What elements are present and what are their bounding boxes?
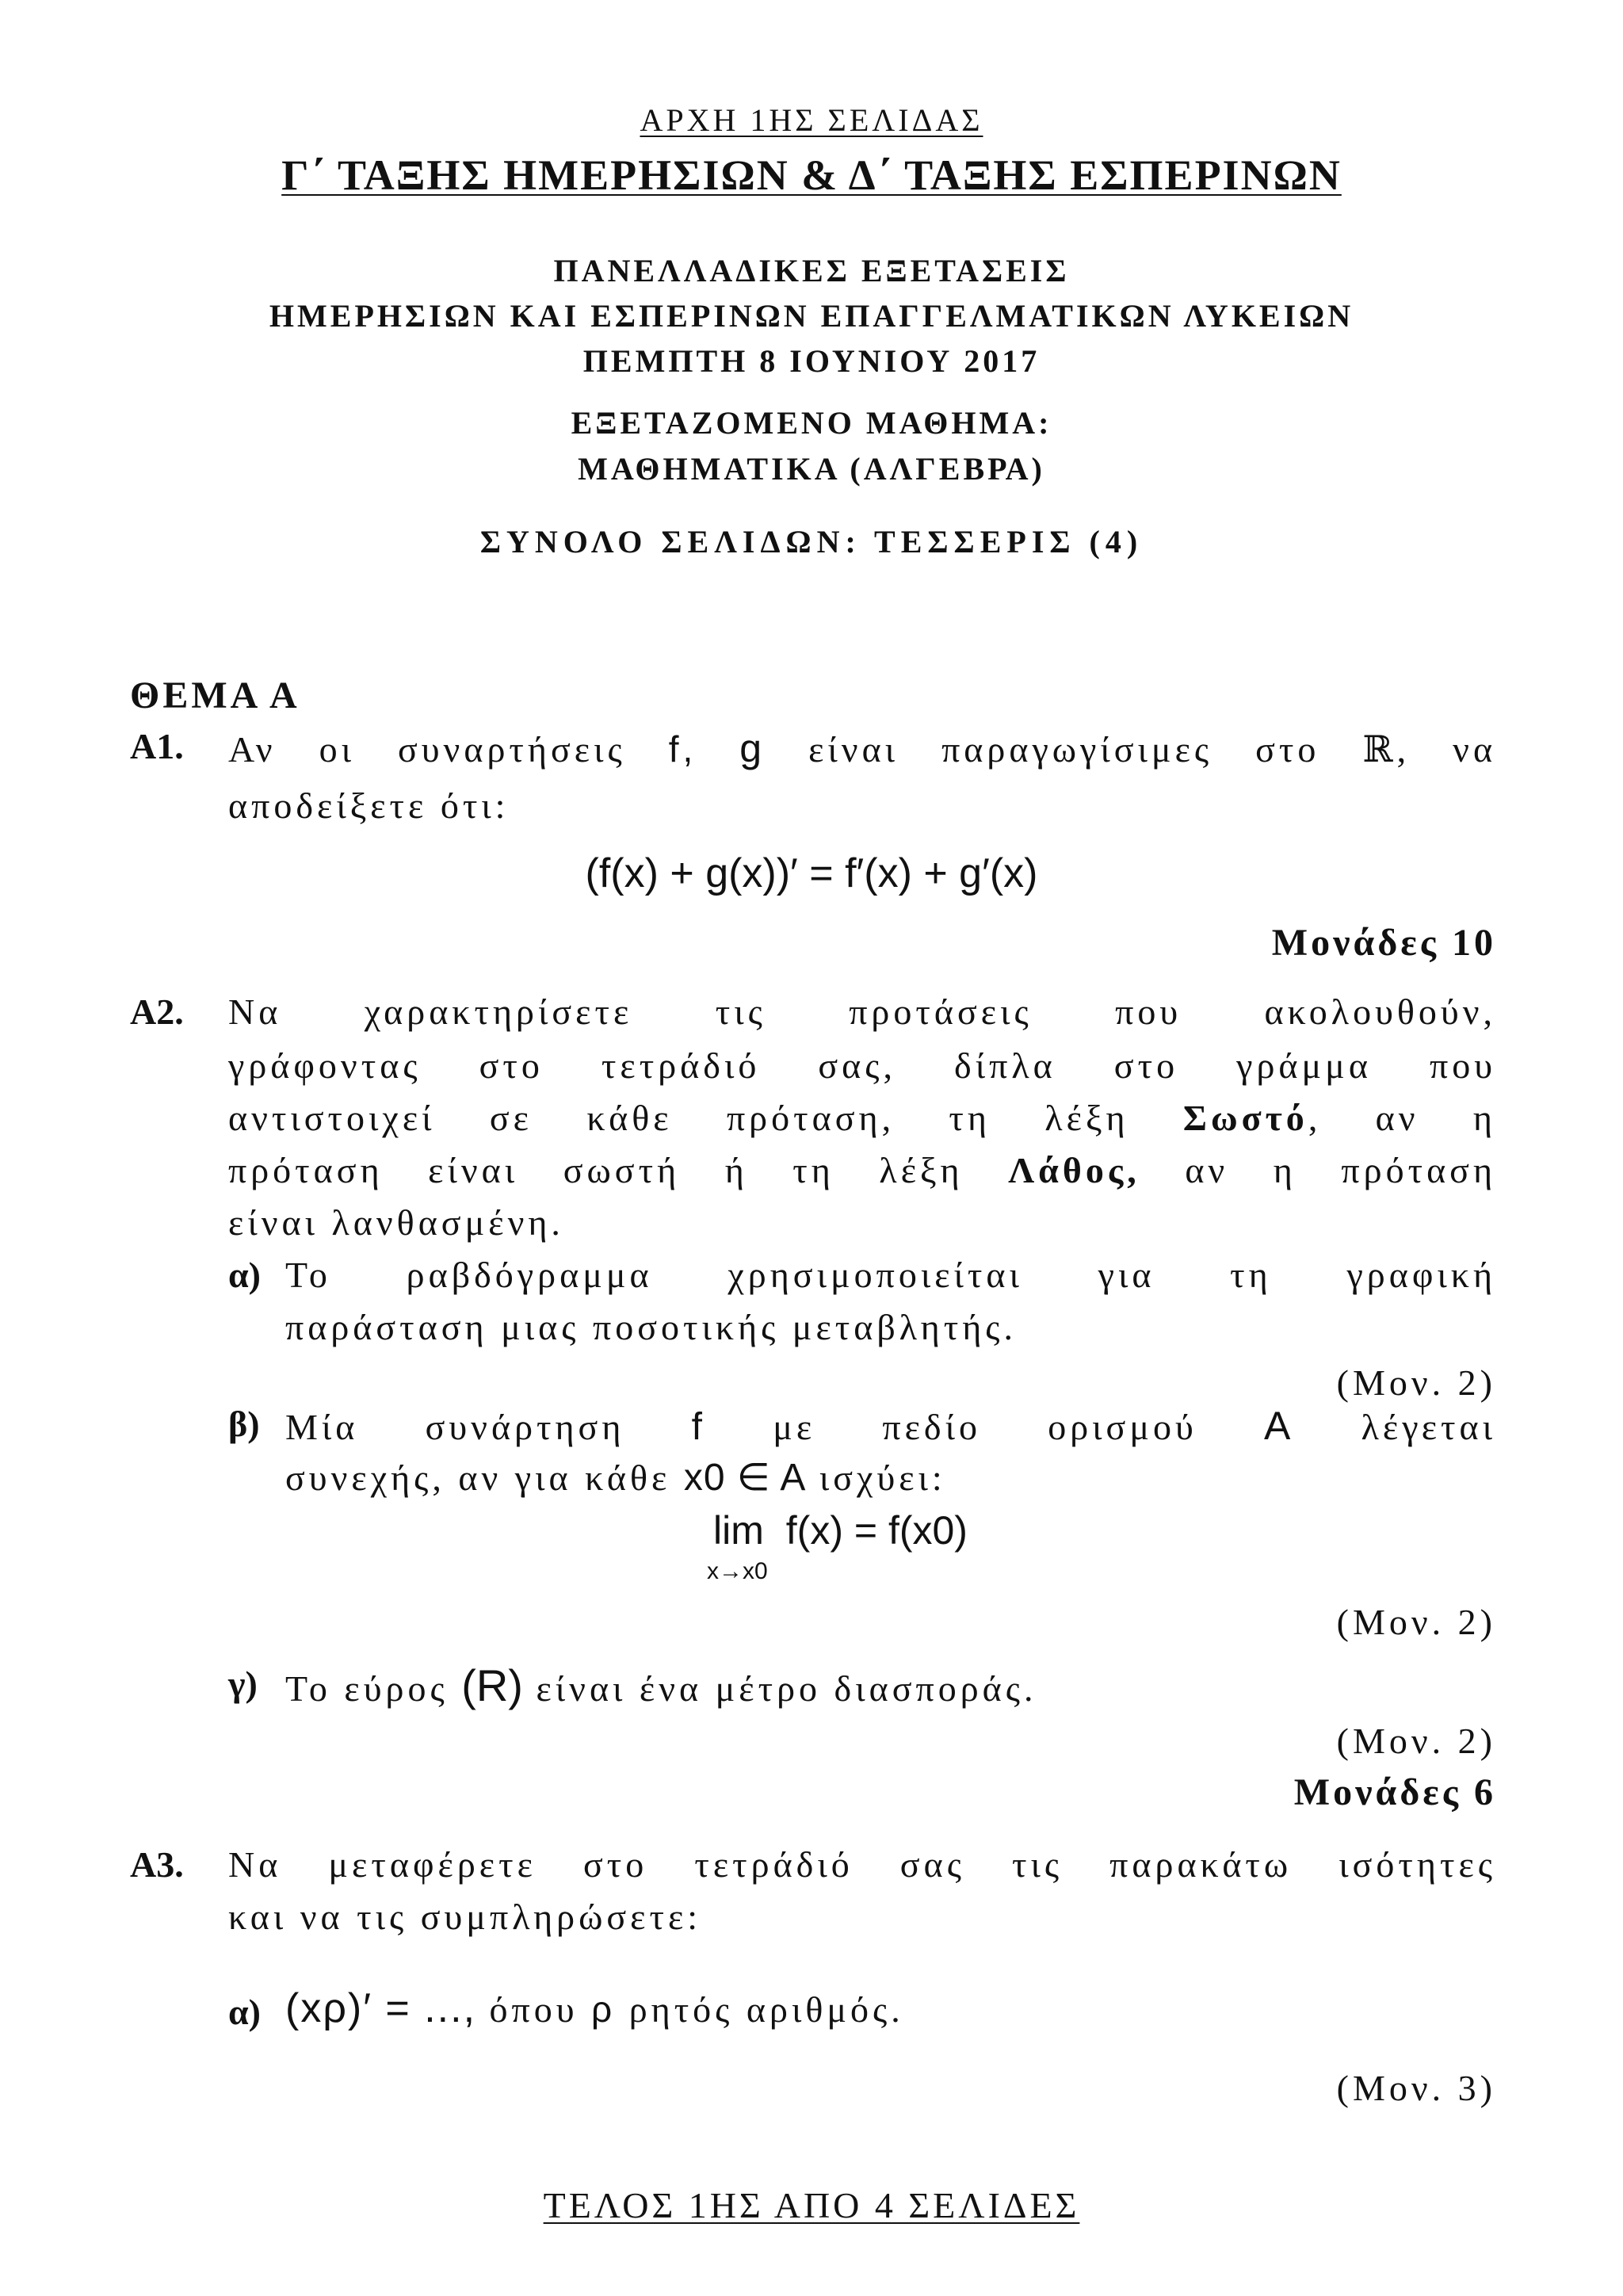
exam-date: ΠΕΜΠΤΗ 8 ΙΟΥΝΙΟΥ 2017: [582, 343, 1041, 379]
limit-formula: [713, 1507, 968, 1553]
a3-item-a-line: [285, 1985, 904, 2032]
a1-f: f,: [668, 728, 697, 770]
limit-body: f(x) = f(x0): [785, 1508, 968, 1553]
a2-marks: Μονάδες 6: [1293, 1771, 1496, 1813]
page-footer: ΤΕΛΟΣ 1ΗΣ ΑΠΟ 4 ΣΕΛΙΔΕΣ: [543, 2185, 1080, 2225]
item-b-text-mid: με πεδίο ορισμού: [773, 1407, 1197, 1447]
class-line-title: Γ΄ ΤΑΞΗΣ ΗΜΕΡΗΣΙΩΝ & Δ΄ ΤΑΞΗΣ ΕΣΠΕΡΙΝΩΝ: [281, 151, 1342, 199]
a2-line3-text: αντιστοιχεί σε κάθε πρόταση, τη λέξη: [228, 1098, 1129, 1138]
power-derivative-formula: (xρ)′ = ...,: [285, 1985, 477, 2031]
question-label-a3: Α3.: [130, 1844, 184, 1885]
a2-item-a-letter: α): [228, 1255, 261, 1295]
item-c-text: Το εύρος: [285, 1668, 449, 1709]
a2-item-b-letter: β): [228, 1404, 260, 1444]
a2-item-a-line-1: Το ραβδόγραμμα χρησιμοποιείται για τη γραφική: [285, 1255, 1496, 1295]
a2-line-1: Να χαρακτηρίσετε τις προτάσεις που ακολουθούν,: [228, 991, 1496, 1032]
a2-item-c-letter: γ): [228, 1664, 258, 1704]
a1-text: Αν οι συναρτήσεις: [228, 729, 626, 770]
item-c-text-end: είναι ένα μέτρο διασποράς.: [536, 1668, 1037, 1709]
a2-line3-end: , αν η: [1308, 1098, 1496, 1138]
a3-marks: (Μον. 3): [1336, 2068, 1496, 2108]
range-symbol: (R): [461, 1660, 523, 1710]
item-b-text: Μία συνάρτηση: [285, 1407, 625, 1447]
a1-text-mid: είναι παραγωγίσιμες στο: [808, 729, 1320, 770]
a2-item-b-marks: (Μον. 2): [1336, 1602, 1496, 1642]
item-b-A: Α: [1264, 1404, 1295, 1448]
item-b-f: f: [691, 1406, 706, 1448]
a3-item-text-end: ρητός αριθμός.: [628, 1989, 904, 2030]
item-b-line2-end: ισχύει:: [819, 1457, 946, 1498]
a1-line-2: αποδείξετε ότι:: [228, 785, 510, 826]
subject-name: ΜΑΘΗΜΑΤΙΚΑ (ΑΛΓΕΒΡΑ): [578, 451, 1045, 487]
a3-line-1: Να μεταφέρετε στο τετράδιό σας τις παρακάτω ισότητες: [228, 1844, 1496, 1885]
limit-subscript: x→x0: [707, 1558, 768, 1584]
section-title: ΘΕΜΑ Α: [130, 674, 300, 716]
a1-g: g: [739, 726, 766, 770]
a2-line-5: είναι λανθασμένη.: [228, 1202, 564, 1243]
a2-line4-text: πρόταση είναι σωστή ή τη λέξη: [228, 1150, 964, 1190]
subject-label: ΕΞΕΤΑΖΟΜΕΝΟ ΜΑΘΗΜΑ:: [571, 405, 1052, 441]
a2-item-c-marks: (Μον. 2): [1336, 1721, 1496, 1761]
exams-title: ΠΑΝΕΛΛΑΔΙΚΕΣ ΕΞΕΤΑΣΕΙΣ: [553, 253, 1070, 288]
a2-line-4: [228, 1149, 1496, 1191]
item-b-text-end: λέγεται: [1361, 1407, 1497, 1447]
a2-item-c-line: [285, 1660, 1037, 1711]
a3-line-2: και να τις συμπληρώσετε:: [228, 1897, 702, 1937]
rho-symbol: ρ: [591, 1988, 617, 2030]
a2-line4-end: αν η πρόταση: [1185, 1150, 1497, 1190]
a2-item-a-line-2: παράσταση μιας ποσοτικής μεταβλητής.: [285, 1307, 1017, 1347]
limit-lim: lim: [713, 1508, 764, 1553]
word-wrong: Λάθος,: [1008, 1150, 1140, 1190]
a3-item-a-letter: α): [228, 1992, 261, 2032]
reals-symbol: ℝ: [1362, 729, 1397, 770]
a1-formula: (f(x) + g(x))′ = f′(x) + g′(x): [585, 850, 1038, 896]
total-pages: ΣΥΝΟΛΟ ΣΕΛΙΔΩΝ: ΤΕΣΣΕΡΙΣ (4): [479, 524, 1144, 560]
page-start-label: ΑΡΧΗ 1ΗΣ ΣΕΛΙΔΑΣ: [640, 102, 983, 138]
x0-in-A: x0 ∈ A: [683, 1457, 807, 1499]
a1-marks: Μονάδες 10: [1271, 922, 1496, 964]
word-correct: Σωστό: [1182, 1098, 1308, 1138]
a1-text-end: , να: [1396, 729, 1497, 770]
a2-item-b-line-2: [285, 1455, 946, 1499]
item-b-line2-text: συνεχής, αν για κάθε: [285, 1457, 671, 1498]
a2-line-3: [228, 1097, 1496, 1139]
a2-line-2: γράφοντας στο τετράδιό σας, δίπλα στο γράμμα που: [228, 1045, 1496, 1086]
question-label-a2: Α2.: [130, 991, 184, 1032]
a3-item-text: όπου: [489, 1989, 579, 2030]
a1-line-1: [228, 725, 1496, 771]
schools-title: ΗΜΕΡΗΣΙΩΝ ΚΑΙ ΕΣΠΕΡΙΝΩΝ ΕΠΑΓΓΕΛΜΑΤΙΚΩΝ ΛΥΚΕΙΩΝ: [269, 298, 1354, 334]
question-label-a1: Α1.: [130, 726, 184, 766]
a2-item-a-marks: (Μον. 2): [1336, 1362, 1496, 1403]
a2-item-b-line-1: [285, 1403, 1496, 1449]
